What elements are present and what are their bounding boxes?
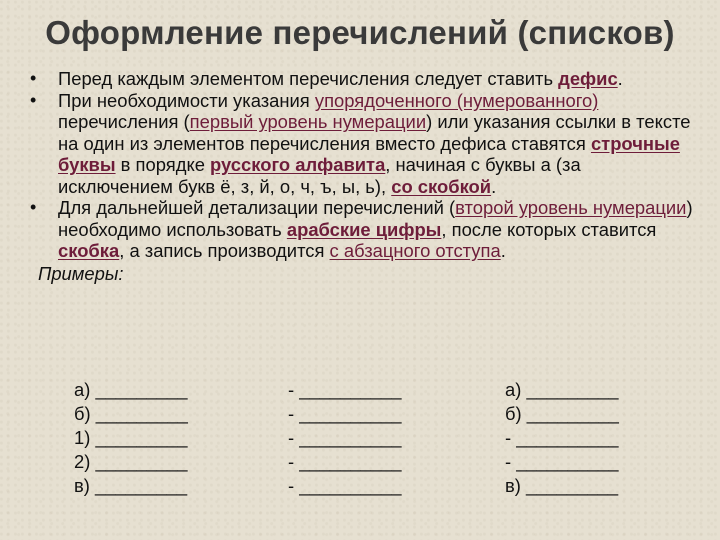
text: перечисления (	[58, 111, 190, 132]
term-first-level: первый уровень нумерации	[189, 111, 427, 132]
example-line: а) _________	[74, 379, 188, 400]
bullet-item-dash	[30, 68, 696, 90]
example-line: - __________	[288, 427, 402, 448]
slide-body	[30, 68, 696, 284]
example-line: - __________	[505, 451, 619, 472]
term-paragraph-indent: с абзацного отступа	[329, 240, 501, 261]
text: , после которых ставится	[441, 218, 657, 240]
example-line: в) _________	[505, 475, 619, 496]
example-line: - __________	[505, 427, 619, 448]
text: Для дальнейшей детализации перечислений (	[58, 197, 456, 218]
text: ) необходимо использовать	[58, 197, 693, 240]
text: в порядке	[115, 154, 211, 175]
example-line: - __________	[288, 379, 402, 400]
term-bracket: скобка	[58, 240, 120, 261]
text: ) или указания ссылки в тексте на один из элементов перечисления вместо дефиса ставятся	[58, 111, 691, 154]
bullet-item-letters	[30, 90, 696, 198]
example-line: в) _________	[74, 475, 188, 496]
text: Перед каждым элементом перечисления следует ставить	[58, 68, 559, 89]
example-line: - __________	[288, 403, 402, 424]
text: При необходимости указания	[58, 89, 315, 111]
term-dash: дефис	[558, 68, 618, 89]
term-lowercase-letters: строчные буквы	[58, 132, 680, 175]
example-column-3	[505, 378, 619, 498]
example-line: - __________	[288, 451, 402, 472]
text: , а запись производится	[119, 240, 330, 261]
term-second-level: второй уровень нумерации	[455, 197, 687, 218]
example-line: б) _________	[74, 403, 188, 424]
examples-label: Примеры:	[38, 262, 124, 284]
term-with-bracket: со скобкой	[391, 175, 492, 197]
example-column-2	[288, 378, 402, 498]
slide-title: Оформление перечислений (списков)	[45, 14, 675, 51]
example-line: - __________	[288, 475, 402, 496]
text: , начиная с буквы а (за исключением букв ё, з, й, о, ч, ъ, ы, ь),	[58, 154, 581, 197]
text: .	[617, 68, 623, 89]
example-line: б) _________	[505, 403, 619, 424]
example-column-1	[74, 378, 188, 498]
example-line: а) _________	[505, 379, 619, 400]
text: .	[491, 175, 497, 197]
example-line: 1) _________	[74, 427, 188, 448]
term-russian-alphabet: русского алфавита	[210, 154, 386, 175]
term-arabic-digits: арабские цифры	[286, 218, 442, 240]
text: .	[500, 240, 506, 261]
example-line: 2) _________	[74, 451, 188, 472]
term-ordered: упорядоченного (нумерованного)	[314, 89, 599, 111]
bullet-item-digits	[30, 197, 696, 262]
